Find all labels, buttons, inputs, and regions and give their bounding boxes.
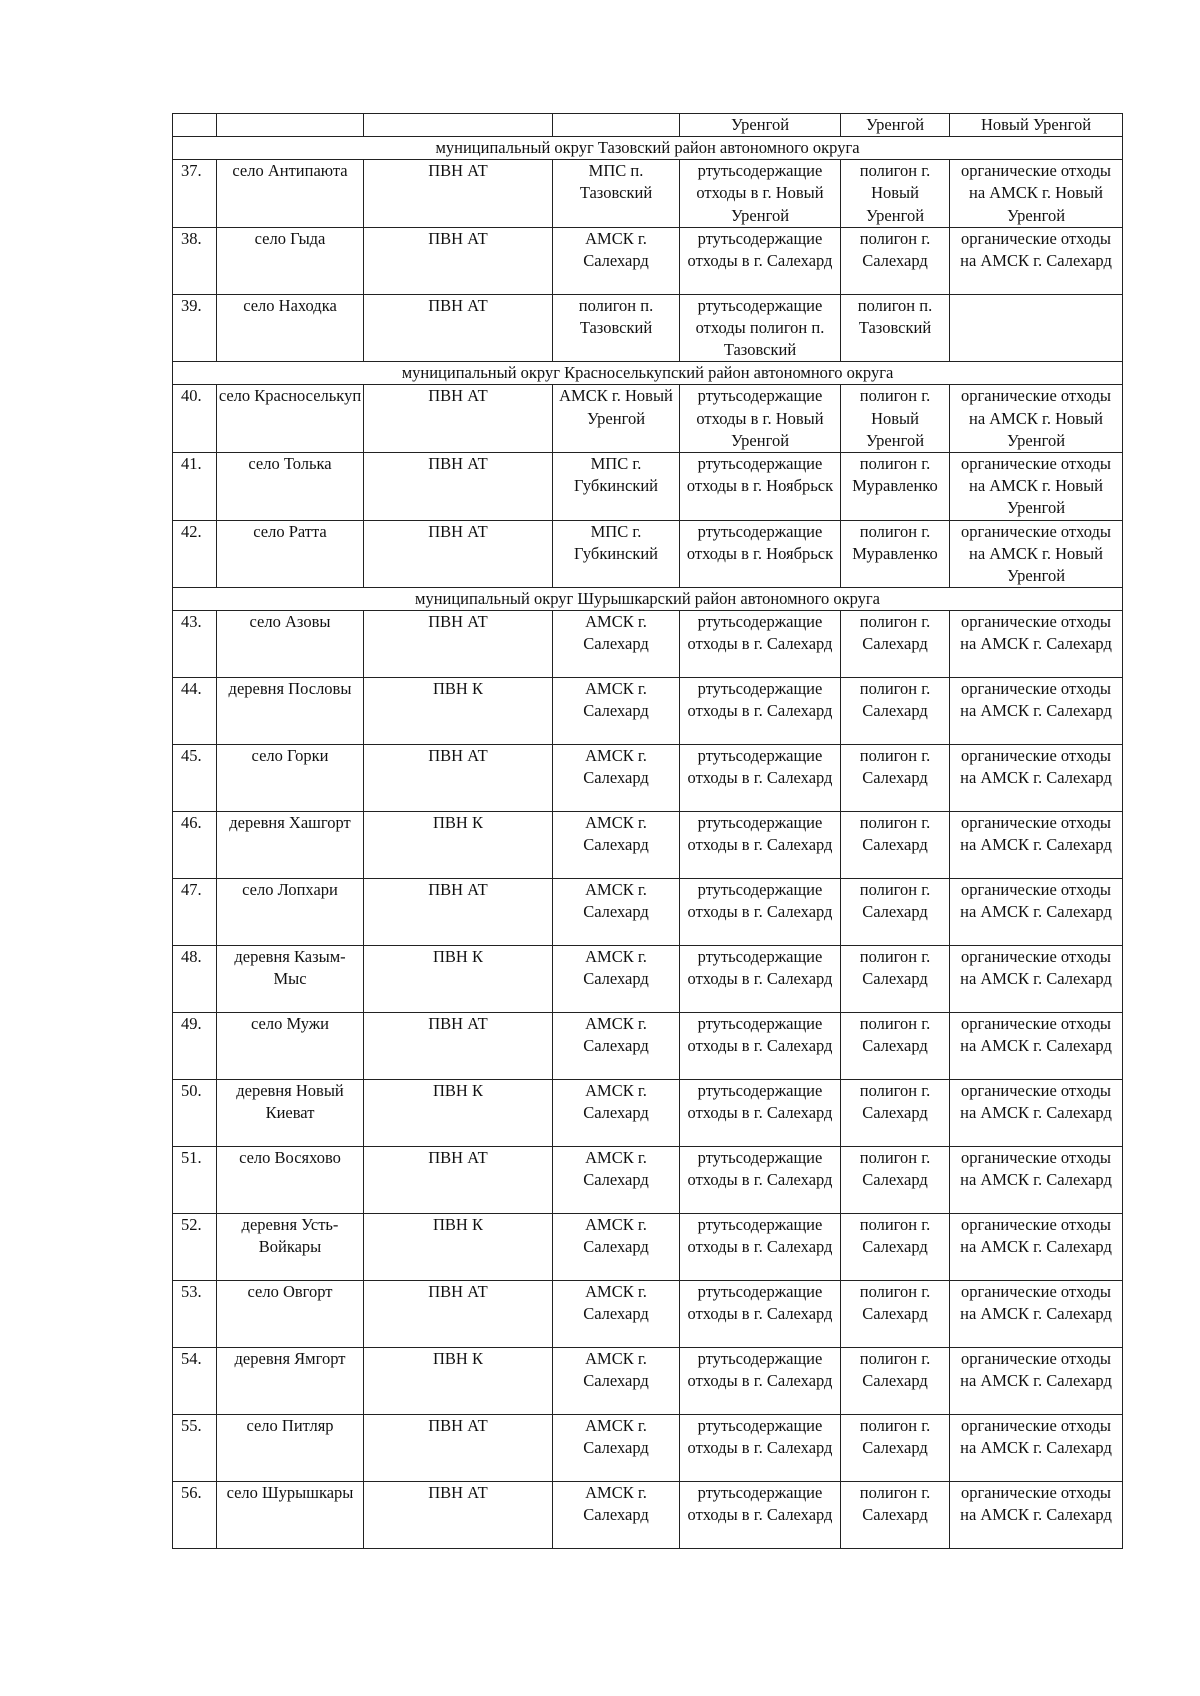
sorting-site: АМСК г. Салехард (553, 611, 680, 678)
mercury-waste-destination: ртутьсодержащие отходы в г. Салехард (680, 1415, 841, 1482)
settlement-name: село Питляр (217, 1415, 364, 1482)
organic-waste-destination: органические отходы на АМСК г. Салехард (950, 611, 1123, 678)
section-header-row (173, 362, 1123, 385)
continued-cell-sorting-site (553, 114, 680, 137)
row-number: 49. (173, 1013, 217, 1080)
sorting-site: АМСК г. Салехард (553, 879, 680, 946)
table-row (173, 1214, 1123, 1281)
mercury-waste-destination: ртутьсодержащие отходы в г. Ноябрьск (680, 520, 841, 588)
table-row (173, 227, 1123, 294)
mercury-waste-destination: ртутьсодержащие отходы в г. Новый Уренгой (680, 160, 841, 228)
table-row (173, 453, 1123, 521)
organic-waste-destination: органические отходы на АМСК г. Салехард (950, 812, 1123, 879)
landfill: полигон г. Салехард (841, 1214, 950, 1281)
sorting-site: полигон п. Тазовский (553, 294, 680, 362)
sorting-site: АМСК г. Салехард (553, 1013, 680, 1080)
landfill: полигон г. Салехард (841, 227, 950, 294)
table-row (173, 520, 1123, 588)
settlement-name: село Горки (217, 745, 364, 812)
mercury-waste-destination: ртутьсодержащие отходы полигон п. Тазовский (680, 294, 841, 362)
mercury-waste-destination: ртутьсодержащие отходы в г. Салехард (680, 1147, 841, 1214)
table-row (173, 946, 1123, 1013)
continued-row (173, 114, 1123, 137)
landfill: полигон г. Муравленко (841, 520, 950, 588)
mercury-waste-destination: ртутьсодержащие отходы в г. Салехард (680, 946, 841, 1013)
table-row (173, 1415, 1123, 1482)
collection-point-type: ПВН АТ (364, 227, 553, 294)
collection-point-type: ПВН К (364, 946, 553, 1013)
collection-point-type: ПВН АТ (364, 160, 553, 228)
row-number: 54. (173, 1348, 217, 1415)
mercury-waste-destination: ртутьсодержащие отходы в г. Салехард (680, 678, 841, 745)
row-number: 46. (173, 812, 217, 879)
organic-waste-destination: органические отходы на АМСК г. Салехард (950, 1147, 1123, 1214)
row-number: 45. (173, 745, 217, 812)
organic-waste-destination: органические отходы на АМСК г. Салехард (950, 678, 1123, 745)
table-row (173, 1281, 1123, 1348)
organic-waste-destination: органические отходы на АМСК г. Салехард (950, 1348, 1123, 1415)
row-number: 50. (173, 1080, 217, 1147)
mercury-waste-destination: ртутьсодержащие отходы в г. Салехард (680, 611, 841, 678)
landfill: полигон г. Новый Уренгой (841, 160, 950, 228)
mercury-waste-destination: ртутьсодержащие отходы в г. Салехард (680, 745, 841, 812)
landfill: полигон г. Муравленко (841, 453, 950, 521)
sorting-site: АМСК г. Салехард (553, 1415, 680, 1482)
landfill: полигон г. Салехард (841, 812, 950, 879)
organic-waste-destination: органические отходы на АМСК г. Салехард (950, 1415, 1123, 1482)
organic-waste-destination: органические отходы на АМСК г. Салехард (950, 1214, 1123, 1281)
mercury-waste-destination: ртутьсодержащие отходы в г. Салехард (680, 1482, 841, 1549)
row-number: 38. (173, 227, 217, 294)
settlement-name: село Шурышкары (217, 1482, 364, 1549)
sorting-site: МПС п. Тазовский (553, 160, 680, 228)
continued-cell-organic-waste-destination: Новый Уренгой (950, 114, 1123, 137)
settlement-name: деревня Казым-Мыс (217, 946, 364, 1013)
sorting-site: МПС г. Губкинский (553, 453, 680, 521)
table-row (173, 1482, 1123, 1549)
settlement-name: село Азовы (217, 611, 364, 678)
sorting-site: АМСК г. Салехард (553, 1147, 680, 1214)
settlement-name: село Находка (217, 294, 364, 362)
sorting-site: АМСК г. Салехард (553, 812, 680, 879)
table-row (173, 385, 1123, 453)
settlement-name: деревня Усть-Войкары (217, 1214, 364, 1281)
waste-facilities-table (172, 113, 1123, 1549)
landfill: полигон г. Салехард (841, 1013, 950, 1080)
continued-cell-row-number (173, 114, 217, 137)
collection-point-type: ПВН АТ (364, 1281, 553, 1348)
settlement-name: село Толька (217, 453, 364, 521)
row-number: 51. (173, 1147, 217, 1214)
section-title: муниципальный округ Красноселькупский район автономного округа (173, 362, 1123, 385)
row-number: 56. (173, 1482, 217, 1549)
mercury-waste-destination: ртутьсодержащие отходы в г. Салехард (680, 1348, 841, 1415)
mercury-waste-destination: ртутьсодержащие отходы в г. Салехард (680, 1281, 841, 1348)
landfill: полигон г. Салехард (841, 678, 950, 745)
landfill: полигон г. Салехард (841, 879, 950, 946)
settlement-name: село Восяхово (217, 1147, 364, 1214)
organic-waste-destination: органические отходы на АМСК г. Новый Уренгой (950, 160, 1123, 228)
table-row (173, 812, 1123, 879)
continued-cell-landfill: Уренгой (841, 114, 950, 137)
sorting-site: АМСК г. Новый Уренгой (553, 385, 680, 453)
landfill: полигон г. Салехард (841, 745, 950, 812)
collection-point-type: ПВН АТ (364, 520, 553, 588)
collection-point-type: ПВН К (364, 812, 553, 879)
collection-point-type: ПВН АТ (364, 1013, 553, 1080)
mercury-waste-destination: ртутьсодержащие отходы в г. Салехард (680, 227, 841, 294)
table-row (173, 160, 1123, 228)
table-row (173, 294, 1123, 362)
organic-waste-destination: органические отходы на АМСК г. Новый Уренгой (950, 453, 1123, 521)
settlement-name: село Лопхари (217, 879, 364, 946)
continued-cell-collection-point-type (364, 114, 553, 137)
organic-waste-destination (950, 294, 1123, 362)
collection-point-type: ПВН К (364, 1080, 553, 1147)
collection-point-type: ПВН АТ (364, 294, 553, 362)
section-header-row (173, 137, 1123, 160)
section-header-row (173, 588, 1123, 611)
row-number: 52. (173, 1214, 217, 1281)
table-row (173, 1080, 1123, 1147)
table-row (173, 1013, 1123, 1080)
mercury-waste-destination: ртутьсодержащие отходы в г. Ноябрьск (680, 453, 841, 521)
organic-waste-destination: органические отходы на АМСК г. Салехард (950, 946, 1123, 1013)
settlement-name: село Антипаюта (217, 160, 364, 228)
organic-waste-destination: органические отходы на АМСК г. Салехард (950, 745, 1123, 812)
settlement-name: село Красноселькуп (217, 385, 364, 453)
sorting-site: АМСК г. Салехард (553, 745, 680, 812)
organic-waste-destination: органические отходы на АМСК г. Салехард (950, 1281, 1123, 1348)
settlement-name: село Овгорт (217, 1281, 364, 1348)
landfill: полигон п. Тазовский (841, 294, 950, 362)
table-row (173, 879, 1123, 946)
organic-waste-destination: органические отходы на АМСК г. Салехард (950, 227, 1123, 294)
landfill: полигон г. Салехард (841, 1415, 950, 1482)
landfill: полигон г. Салехард (841, 611, 950, 678)
mercury-waste-destination: ртутьсодержащие отходы в г. Салехард (680, 812, 841, 879)
organic-waste-destination: органические отходы на АМСК г. Салехард (950, 879, 1123, 946)
sorting-site: АМСК г. Салехард (553, 1348, 680, 1415)
landfill: полигон г. Салехард (841, 946, 950, 1013)
organic-waste-destination: органические отходы на АМСК г. Новый Уренгой (950, 520, 1123, 588)
row-number: 48. (173, 946, 217, 1013)
row-number: 55. (173, 1415, 217, 1482)
section-title: муниципальный округ Шурышкарский район автономного округа (173, 588, 1123, 611)
row-number: 40. (173, 385, 217, 453)
sorting-site: АМСК г. Салехард (553, 227, 680, 294)
table-row (173, 1147, 1123, 1214)
continued-cell-settlement-name (217, 114, 364, 137)
collection-point-type: ПВН АТ (364, 745, 553, 812)
collection-point-type: ПВН АТ (364, 879, 553, 946)
organic-waste-destination: органические отходы на АМСК г. Новый Уренгой (950, 385, 1123, 453)
settlement-name: село Ратта (217, 520, 364, 588)
row-number: 42. (173, 520, 217, 588)
settlement-name: деревня Пословы (217, 678, 364, 745)
sorting-site: АМСК г. Салехард (553, 946, 680, 1013)
sorting-site: АМСК г. Салехард (553, 1482, 680, 1549)
row-number: 53. (173, 1281, 217, 1348)
settlement-name: деревня Хашгорт (217, 812, 364, 879)
sorting-site: МПС г. Губкинский (553, 520, 680, 588)
table-row (173, 611, 1123, 678)
sorting-site: АМСК г. Салехард (553, 1214, 680, 1281)
landfill: полигон г. Новый Уренгой (841, 385, 950, 453)
settlement-name: село Мужи (217, 1013, 364, 1080)
row-number: 44. (173, 678, 217, 745)
collection-point-type: ПВН К (364, 1214, 553, 1281)
row-number: 41. (173, 453, 217, 521)
organic-waste-destination: органические отходы на АМСК г. Салехард (950, 1080, 1123, 1147)
collection-point-type: ПВН АТ (364, 1482, 553, 1549)
collection-point-type: ПВН АТ (364, 1147, 553, 1214)
landfill: полигон г. Салехард (841, 1482, 950, 1549)
section-title: муниципальный округ Тазовский район автономного округа (173, 137, 1123, 160)
landfill: полигон г. Салехард (841, 1348, 950, 1415)
row-number: 43. (173, 611, 217, 678)
collection-point-type: ПВН К (364, 1348, 553, 1415)
settlement-name: деревня Ямгорт (217, 1348, 364, 1415)
row-number: 39. (173, 294, 217, 362)
collection-point-type: ПВН АТ (364, 453, 553, 521)
collection-point-type: ПВН К (364, 678, 553, 745)
settlement-name: деревня Новый Киеват (217, 1080, 364, 1147)
row-number: 47. (173, 879, 217, 946)
mercury-waste-destination: ртутьсодержащие отходы в г. Салехард (680, 1214, 841, 1281)
table-row (173, 678, 1123, 745)
organic-waste-destination: органические отходы на АМСК г. Салехард (950, 1482, 1123, 1549)
mercury-waste-destination: ртутьсодержащие отходы в г. Салехард (680, 1080, 841, 1147)
sorting-site: АМСК г. Салехард (553, 678, 680, 745)
landfill: полигон г. Салехард (841, 1281, 950, 1348)
mercury-waste-destination: ртутьсодержащие отходы в г. Салехард (680, 879, 841, 946)
organic-waste-destination: органические отходы на АМСК г. Салехард (950, 1013, 1123, 1080)
landfill: полигон г. Салехард (841, 1147, 950, 1214)
table-row (173, 1348, 1123, 1415)
row-number: 37. (173, 160, 217, 228)
sorting-site: АМСК г. Салехард (553, 1281, 680, 1348)
mercury-waste-destination: ртутьсодержащие отходы в г. Новый Уренгой (680, 385, 841, 453)
settlement-name: село Гыда (217, 227, 364, 294)
sorting-site: АМСК г. Салехард (553, 1080, 680, 1147)
continued-cell-mercury-waste-destination: Уренгой (680, 114, 841, 137)
collection-point-type: ПВН АТ (364, 385, 553, 453)
table-row (173, 745, 1123, 812)
collection-point-type: ПВН АТ (364, 611, 553, 678)
landfill: полигон г. Салехард (841, 1080, 950, 1147)
collection-point-type: ПВН АТ (364, 1415, 553, 1482)
mercury-waste-destination: ртутьсодержащие отходы в г. Салехард (680, 1013, 841, 1080)
